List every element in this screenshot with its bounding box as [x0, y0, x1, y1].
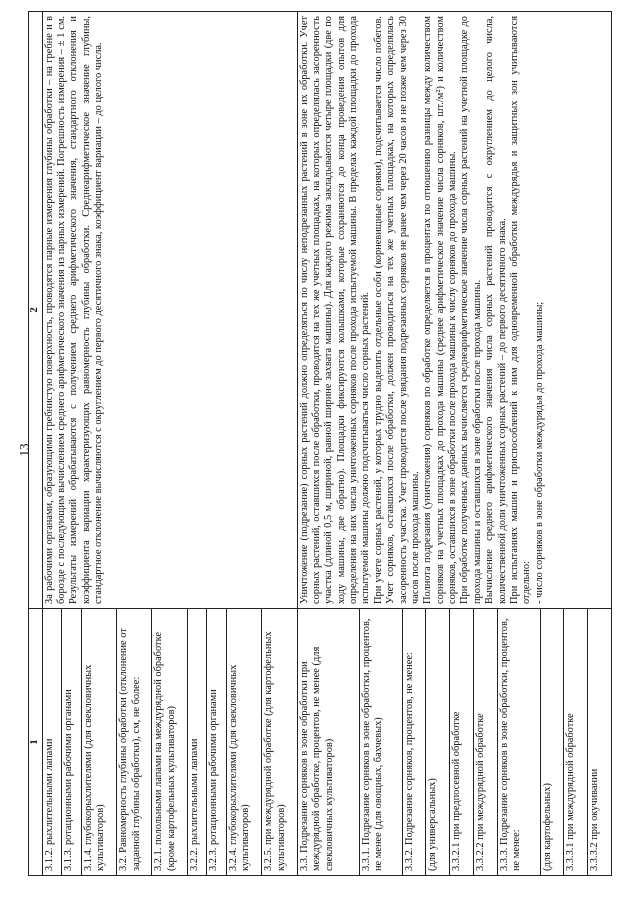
indicator-cell: 3.2.4. глубокорыхлителями (для свекловичных культиваторов) [226, 609, 261, 876]
method-paragraph: При учете сорных растений, у которых трудно выделить отдельные особи (корневищные сорняки), подсчитывается число побегов. Учет сорняков, оставшихся после обработки, должен проводиться на тех же учетных площадках, на которых определялась засоренность участка. Учет проводится после увядания подрезанных сорняков не ранее чем через 20 часов и не позже чем через 30 часов после прохода машины. [372, 16, 421, 604]
indicator-cell: 3.2.5. при междурядной обработке (для картофельных культиваторов) [262, 609, 297, 876]
indicator-cell: 3.2.2. рыхлительными лапами [187, 609, 207, 876]
method-paragraph: Вычисление среднего арифметического значения числа сорных растений проводится с округлением до целого числа, количественной доли уничтоженных сорных растений – до первого десятичного знака. [484, 16, 508, 604]
table-header-row [29, 12, 43, 876]
indicator-cell: 3.3.1. Подрезание сорняков в зоне обработки, процентов, не менее (для овощных, бахчевых) [359, 609, 402, 876]
indicator-cell: 3.1.4. глубокорыхлителями (для свекловичных культиваторов) [81, 609, 116, 876]
method-cell-weeds [297, 12, 612, 609]
table-row [297, 12, 359, 876]
rotated-table-wrapper [28, 16, 612, 876]
method-cell: За рабочими органами, образующими гребнистую поверхность, проводятся парные измерения глубины обработки – на гребне и в борозде с последующим вычислением среднего арифметического значения из парных измерений. Погрешность измерения – ± 1 см. Результаты измерений обрабатываются с получением среднего арифметического значения, стандартного отклонения и коэффициента вариации характеризующих равномерность глубины обработки. Среднеарифметическое значение глубины, стандартное отклонение вычисляются с округлением до первого десятичного знака, коэффициент вариации – до целого числа. [42, 12, 297, 609]
indicator-cell: (для картофельных) [540, 609, 564, 876]
page-number: 13 [16, 443, 32, 457]
indicator-cell: 3.1.2. рыхлительными лапами [42, 609, 62, 876]
method-paragraph: При обработке полученных данных вычисляется среднеарифметическое значение числа сорных растений на учетной площадке до прохода машины и оставшихся в зоне обработки после прохода машины. [459, 16, 483, 604]
method-paragraph: - число сорняков в зоне обработки междурядья до прохода машины; [533, 301, 545, 604]
indicator-cell: 3.3.2.2 при междурядной обработке [473, 609, 497, 876]
indicator-cell: 3.1.3. ротационными рабочими органами [62, 609, 82, 876]
indicator-cell: 3.2.3. ротационными рабочими органами [207, 609, 227, 876]
method-paragraph: Уничтожение (подрезание) сорных растений должно определяться по числу неподрезанных растений в зоне их обработки. Учет сорных растений, оставшихся после обработки, проводится на тех же учетных площадках, на которых определялась засоренность участка (длиной 0,5 м, шириной, равной ширине захвата машины). Для каждого режима закладываются четыре площадки (две по ходу машины, две обратно). Площадки фиксируются колышками, которые сохраняются до конца проведения опытов для определения на них числа уничтоженных сорняков после прохода испытуемой машины. В пределах каждой площадки до прохода испытуемой машины должно подсчитываться число сорных растений. [298, 16, 372, 604]
column-1-header: 1 [29, 609, 43, 876]
indicator-cell: 3.3.3.2 при окучивании [588, 609, 612, 876]
method-paragraph: При испытаниях машин и приспособлений к ним для одновременной обработки междурядья и защитных зон учитываются отдельно: [508, 16, 533, 604]
indicator-cell: 3.3. Подрезание сорняков в зоне обработки при междурядной обработке, процентов, не менее (для свекловичных культиваторов) [297, 609, 359, 876]
indicator-cell: 3.3.3.1 при междурядной обработке [564, 609, 588, 876]
requirements-table [28, 11, 612, 876]
indicator-cell: 3.2.1. полольными лапами на междурядной обработке (кроме картофельных культиваторов) [152, 609, 187, 876]
indicator-cell: 3.2. Равномерность глубины обработки (отклонение от заданной глубины обработки), см, не более: [117, 609, 152, 876]
column-2-header: 2 [29, 12, 43, 609]
method-paragraph: Полнота подрезания (уничтожения) сорняков по обработке определяется в процентах по отношению разницы между количеством сорняков на учетных площадках до прохода машины (среднее арифметическое значение числа сорняков, шт./м²) и количеством сорняков, оставшихся в зоне обработки после прохода машины к числу сорняков до прохода машины. [422, 16, 458, 604]
indicator-cell: 3.3.3. Подрезание сорняков в зоне обработки, процентов, не менее: [497, 609, 540, 876]
table-row [42, 12, 62, 876]
indicator-cell: 3.3.2.1 при предпосевной обработке [450, 609, 474, 876]
indicator-cell: 3.3.2. Подрезание сорняков, процентов, не менее: [402, 609, 426, 876]
indicator-cell: (для универсальных) [426, 609, 450, 876]
